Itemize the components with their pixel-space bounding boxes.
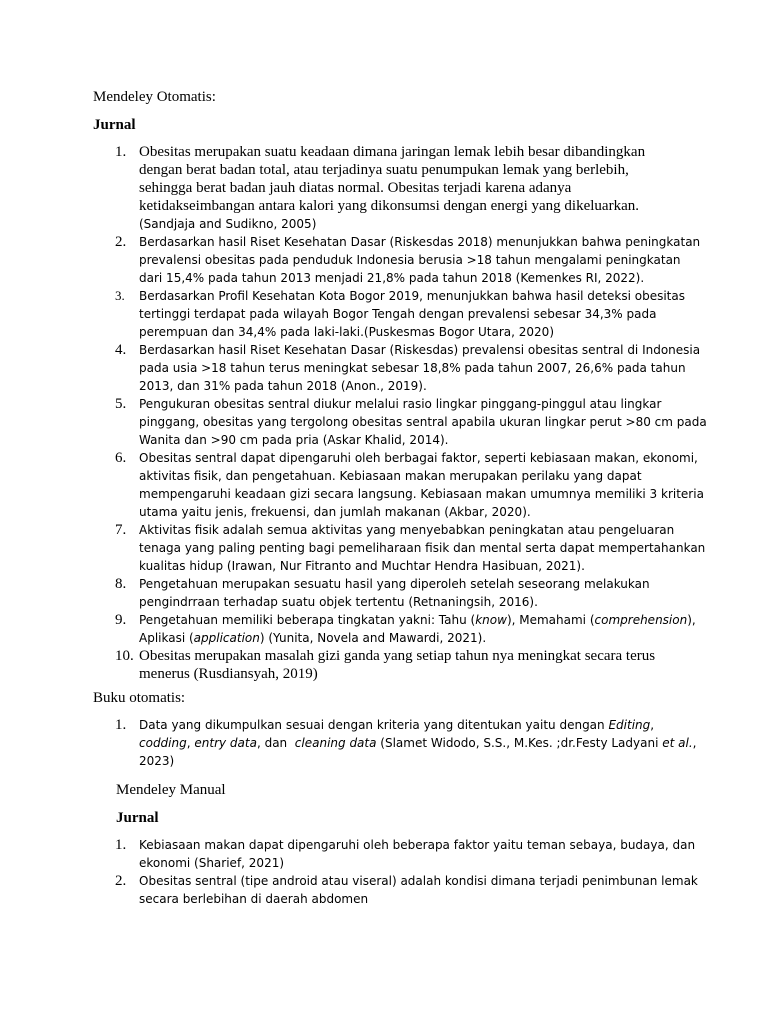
list-item — [115, 233, 701, 287]
heading-mendeley-otomatis: Mendeley Otomatis: — [93, 89, 216, 105]
italic-term: Editing — [608, 718, 651, 732]
heading-mendeley-manual: Mendeley Manual — [116, 782, 226, 798]
list-item-text: Berdasarkan hasil Riset Kesehatan Dasar (Riskesdas 2018) menunjukkan bahwa peningkatan — [139, 235, 701, 249]
list-item-text: prevalensi obesitas pada penduduk Indonesia berusia >18 tahun mengalami peningkatan — [139, 253, 681, 267]
italic-term: know — [475, 613, 507, 627]
list-item-text: Wanita dan >90 cm pada pria (Askar Khalid, 2014). — [139, 433, 449, 447]
list-item — [115, 611, 696, 647]
list-item — [115, 647, 679, 683]
list-item — [115, 575, 679, 611]
list-number: 6. — [115, 450, 127, 466]
list-item — [115, 287, 685, 341]
list-item-text: Berdasarkan hasil Riset Kesehatan Dasar (Riskesdas) prevalensi obesitas sentral di Indonesia — [139, 343, 701, 357]
list-number: 9. — [115, 612, 127, 628]
list-item-text: Obesitas sentral dapat dipengaruhi oleh berbagai faktor, seperti kebiasaan makan, ekonomi, — [139, 451, 698, 465]
italic-term: entry data — [194, 736, 257, 750]
list-item-text: dari 15,4% pada tahun 2013 menjadi 21,8% pada tahun 2018 (Kemenkes RI, 2022). — [139, 271, 645, 285]
manual-list — [115, 836, 698, 908]
citation: (Sandjaja and Sudikno, 2005) — [139, 217, 317, 231]
heading-jurnal: Jurnal — [116, 810, 159, 826]
list-item-text: Aplikasi (application) (Yunita, Novela and Mawardi, 2021). — [139, 631, 487, 645]
list-item — [115, 872, 698, 908]
list-item-text: aktivitas fisik, dan pengetahuan. Kebiasaan makan merupakan perilaku yang dapat — [139, 469, 642, 483]
list-item-text: utama yaitu jenis, frekuensi, dan jumlah makanan (Akbar, 2020). — [139, 505, 531, 519]
italic-term: comprehension — [594, 613, 688, 627]
list-item-text: dengan berat badan total, atau terjadinya suatu penumpukan lemak yang berlebih, — [139, 162, 629, 178]
list-number: 8. — [115, 576, 127, 592]
list-number: 1. — [115, 717, 127, 733]
jurnal-list — [115, 143, 707, 683]
italic-term: et al. — [662, 736, 693, 750]
list-item-text: Pengetahuan merupakan sesuatu hasil yang diperoleh setelah seseorang melakukan — [139, 577, 650, 591]
list-item-text: ketidakseimbangan antara kalori yang dikonsumsi dengan energi yang dikeluarkan. — [139, 198, 639, 214]
list-item-text: codding, entry data, dan cleaning data (Slamet Widodo, S.S., M.Kes. ;dr.Festy Ladyani et al., — [139, 736, 697, 750]
list-item-text: Pengetahuan memiliki beberapa tingkatan yakni: Tahu (know), Memahami (comprehension), — [139, 613, 696, 627]
list-item-text: Kebiasaan makan dapat dipengaruhi oleh beberapa faktor yaitu teman sebaya, budaya, dan — [139, 838, 696, 852]
list-item-text: pengindrraan terhadap suatu objek tertentu (Retnaningsih, 2016). — [139, 595, 538, 609]
list-item-text: mempengaruhi keadaan gizi secara langsung. Kebiasaan makan umumnya memiliki 3 kriteria — [139, 487, 704, 501]
buku-list — [115, 716, 697, 770]
list-item-text: perempuan dan 34,4% pada laki-laki.(Puskesmas Bogor Utara, 2020) — [139, 325, 554, 339]
list-number: 1. — [115, 837, 127, 853]
list-item-text: Obesitas sentral (tipe android atau viseral) adalah kondisi dimana terjadi penimbunan lemak — [139, 874, 698, 888]
list-item — [115, 341, 701, 395]
list-item — [115, 716, 697, 770]
list-number: 10. — [115, 648, 134, 664]
list-item-text: Obesitas merupakan masalah gizi ganda yang setiap tahun nya meningkat secara terus — [139, 648, 656, 664]
list-item-text: pinggang, obesitas yang tergolong obesitas sentral apabila ukuran lingkar perut >80 cm pada — [139, 415, 707, 429]
list-item — [115, 143, 679, 233]
list-item-text: Data yang dikumpulkan sesuai dengan kriteria yang ditentukan yaitu dengan Editing, — [139, 718, 655, 732]
italic-term: cleaning data — [294, 736, 377, 750]
heading-jurnal: Jurnal — [93, 117, 136, 133]
list-item-text: Obesitas merupakan suatu keadaan dimana jaringan lemak lebih besar dibandingkan — [139, 144, 646, 160]
list-item-text: ekonomi (Sharief, 2021) — [139, 856, 285, 870]
list-number: 2. — [115, 234, 127, 250]
italic-term: codding — [139, 736, 187, 750]
list-item-text: 2013, dan 31% pada tahun 2018 (Anon., 2019). — [139, 379, 427, 393]
list-number: 4. — [115, 342, 127, 358]
list-item — [115, 395, 707, 449]
list-item-text: Berdasarkan Profil Kesehatan Kota Bogor 2019, menunjukkan bahwa hasil deteksi obesitas — [139, 289, 685, 303]
heading-buku-otomatis: Buku otomatis: — [93, 690, 186, 706]
list-item — [115, 836, 696, 872]
list-item-text: tertinggi terdapat pada wilayah Bogor Tengah dengan prevalensi sebesar 34,3% pada — [139, 307, 657, 321]
list-item-text: kualitas hidup (Irawan, Nur Fitranto and Muchtar Hendra Hasibuan, 2021). — [139, 559, 585, 573]
list-number: 2. — [115, 873, 127, 889]
list-number: 1. — [115, 144, 127, 160]
list-item — [115, 449, 704, 521]
list-number: 5. — [115, 396, 127, 412]
list-item-text: sehingga berat badan jauh diatas normal. Obesitas terjadi karena adanya — [139, 180, 572, 196]
list-item-text: menerus (Rusdiansyah, 2019) — [139, 666, 318, 682]
list-item — [115, 521, 706, 575]
list-number: 7. — [115, 522, 127, 538]
list-item-text: secara berlebihan di daerah abdomen — [139, 892, 369, 906]
list-item-text: Aktivitas fisik adalah semua aktivitas yang menyebabkan peningkatan atau pengeluaran — [139, 523, 675, 537]
list-item-text: pada usia >18 tahun terus meningkat sebesar 18,8% pada tahun 2007, 26,6% pada tahun — [139, 361, 686, 375]
list-item-text: 2023) — [139, 754, 175, 768]
italic-term: application — [193, 631, 260, 645]
list-item-text: Pengukuran obesitas sentral diukur melalui rasio lingkar pinggang-pinggul atau lingkar — [139, 397, 662, 411]
list-number: 3. — [115, 288, 125, 303]
list-item-text: tenaga yang paling penting bagi pemeliharaan fisik dan mental serta dapat mempertahankan — [139, 541, 706, 555]
